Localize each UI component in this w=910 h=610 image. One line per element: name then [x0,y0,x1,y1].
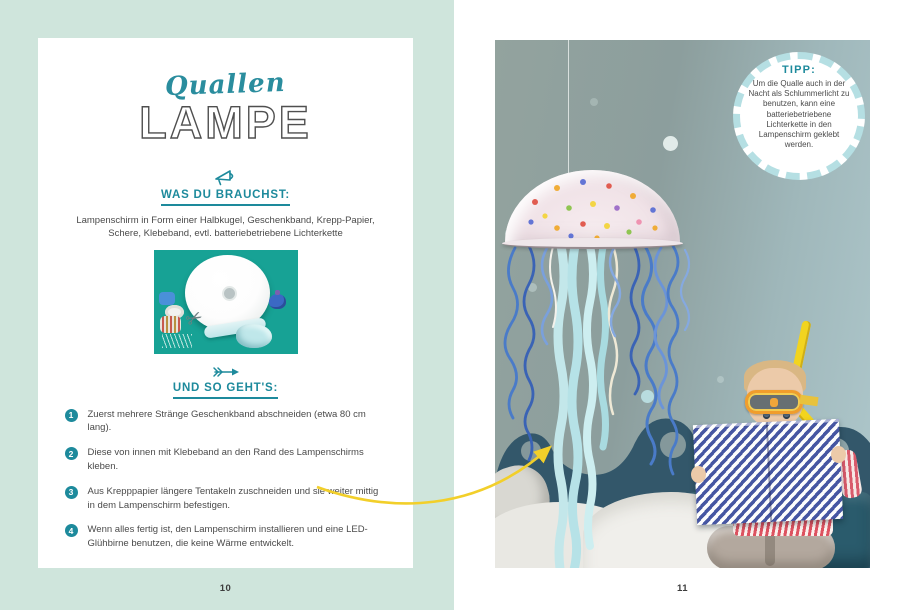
jellyfish-lamp-rim [502,238,683,249]
steps-heading: UND SO GEHT'S: [173,382,278,399]
tip-content [739,64,859,174]
tip-heading: TIPP: [781,64,817,76]
string-scraps [162,334,192,348]
materials-photo [154,250,298,354]
step-item [65,408,387,436]
page-number-left: 10 [219,583,232,594]
crepe-paper-crumple [236,324,272,348]
step-number: 3 [65,486,78,499]
lampshade-hole [222,286,237,301]
steps-list [65,408,387,562]
jellyfish-photo [495,40,870,568]
step-item [65,446,387,474]
step-text: Diese von innen mit Klebeband an den Rand des Lampenschirms kleben. [87,447,364,473]
scissors-icon: ✂ [181,305,207,333]
step-item [65,523,387,551]
tip-text: Um die Qualle auch in der Nacht als Schlummerlicht zu benutzen, kann eine batteriebetriebene Lichterkette in den Lampenschirm geklebt werden. [748,79,850,150]
left-content-box [38,38,413,568]
step-number: 4 [65,524,78,537]
page-number-right: 11 [676,583,689,594]
ribbon-spool [159,292,175,305]
page-title: LAMPE [139,97,312,148]
jellyfish-lamp-dome [505,170,680,243]
step-text: Wenn alles fertig ist, den Lampenschirm installieren und eine LED-Glühbirne benutzen, die keine Wärme entwickelt. [87,524,368,550]
arrow-icon [211,365,241,379]
washi-tape-rolls [160,316,181,333]
blue-item [269,294,286,309]
fairy-light-dots [505,170,680,243]
megaphone-icon [212,167,240,186]
jellyfish-tentacles [495,242,870,568]
step-number: 2 [65,447,78,460]
step-number: 1 [65,409,78,422]
needs-heading: WAS DU BRAUCHST: [161,189,290,206]
title-script: Quallen [164,67,287,103]
step-text: Zuerst mehrere Stränge Geschenkband abschneiden (etwa 80 cm lang). [87,408,366,434]
needs-text: Lampenschirm in Form einer Halbkugel, Geschenkband, Krepp-Papier, Schere, Klebeband, evtl. batteriebetriebene Lichterkette [76,214,375,240]
hanging-string [568,40,569,174]
step-item [65,485,387,513]
step-text: Aus Krepppapier längere Tentakeln zuschneiden und sie weiter mittig in dem Lampenschirm befestigen. [87,485,379,511]
bokeh-dot [590,98,598,106]
left-page [0,0,454,610]
bokeh-dot [663,136,678,151]
